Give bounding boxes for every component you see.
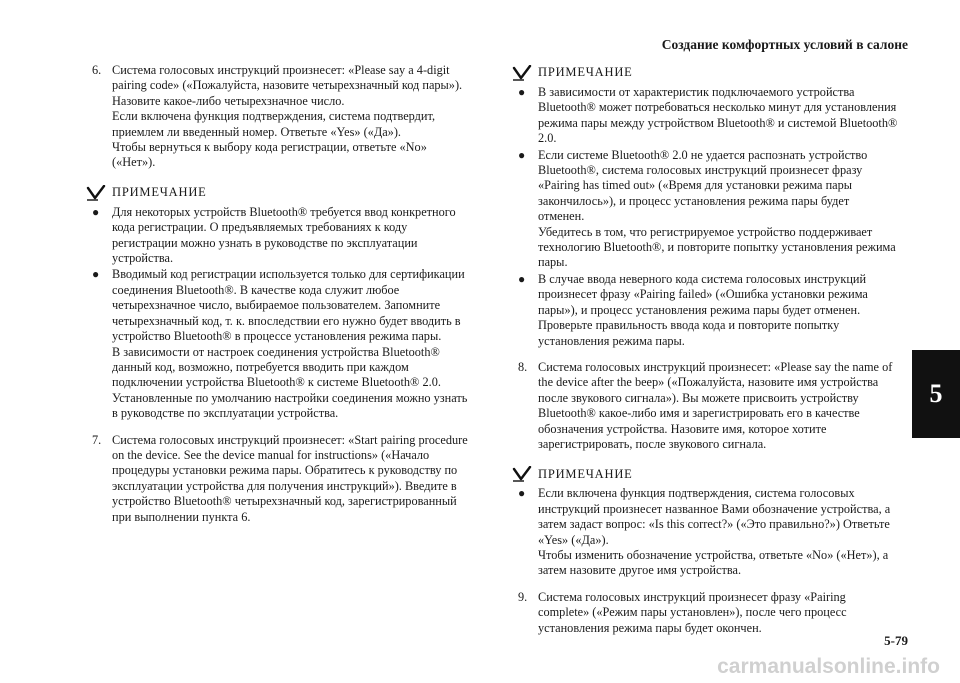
note-pen-icon — [512, 65, 532, 81]
step-8 — [518, 360, 898, 452]
watermark: carmanualsonline.info — [717, 655, 940, 678]
note-heading — [512, 466, 898, 482]
step-text: Система голосовых инструкций произнесет: «Please say the name of the device after the beep» («Пожалуйста, назовите имя устройства после звукового сигнала»). Вы можете присвоить устройству Bluetooth® какое-либо имя и зарегистрировать его в качестве обозначения устройства. Назовите имя, которое хотите зарегистрировать, после звукового сигнала. — [538, 359, 893, 451]
step-9 — [518, 590, 898, 636]
step-text: Система голосовых инструкций произнесет фразу «Pairing complete» («Режим пары установлен»), после чего процесс установления режима пары будет окончен. — [538, 589, 847, 635]
note-label: ПРИМЕЧАНИЕ — [112, 185, 207, 200]
note-text: Если включена функция подтверждения, система голосовых инструкций произнесет названное Вами обозначение устройства, а затем задаст вопрос: «Is this correct?» («Это правильно?») Ответьте «Yes» («Да»). — [538, 486, 891, 547]
note-text: В зависимости от характеристик подключаемого устройства Bluetooth® может потребоваться несколько минут для установления режима пары между устройством Bluetooth® и системой Bluetooth® 2.0. — [538, 85, 898, 146]
step-text: Система голосовых инструкций произнесет: «Please say a 4-digit pairing code» («Пожалуйста, назовите четырехзначный код пары»). Назовите какое-либо четырехзначное число. — [112, 63, 463, 108]
note-text: Чтобы изменить обозначение устройства, ответьте «No» («Нет»), а затем назовите другое имя устройства. — [538, 547, 889, 578]
step-text: Если включена функция подтверждения, система подтвердит, приемлем ли введенный номер. Ответьте «Yes» («Да»). — [112, 109, 436, 139]
note-heading — [86, 185, 472, 201]
page-header-title: Создание комфортных условий в салоне — [661, 37, 908, 52]
note-text: Если системе Bluetooth® 2.0 не удается распознать устройство Bluetooth®, система голосовых инструкций произнесет фразу «Pairing has timed out» («Время для установки режима пары закончилось»), и процесс установления режима пары будет отменен. — [538, 147, 868, 224]
bullet-icon: ● — [92, 204, 100, 219]
list-item — [518, 486, 898, 578]
step-text: Система голосовых инструкций произнесет: «Start pairing procedure on the device. See the device manual for instructions» («Начало процедуры установки режима пары. Обратитесь к руководству по эксплуатации устройства для получения инструкций»). Введите в устройство Bluetooth® четырехзначный код, зарегистрированный при выполнении пункта 6. — [112, 432, 468, 524]
list-item — [92, 267, 472, 421]
note-text: В случае ввода неверного кода система голосовых инструкций произнесет фразу «Pairing failed» («Ошибка установки режима пары»), и процесс установления режима пары будет отменен. Проверьте правильность ввода кода и повторите попытку установления режима пары. — [538, 271, 868, 348]
note-label: ПРИМЕЧАНИЕ — [538, 65, 633, 80]
note-label: ПРИМЕЧАНИЕ — [538, 466, 633, 481]
bullet-icon: ● — [518, 486, 526, 501]
bullet-icon: ● — [92, 267, 100, 282]
note-heading — [512, 65, 898, 81]
note-text: Для некоторых устройств Bluetooth® требуется ввод конкретного кода регистрации. О предъявляемых требованиях к коду регистрации можно узнать в руководстве по эксплуатации устройства. — [112, 204, 456, 266]
left-column — [92, 63, 472, 535]
list-item — [518, 272, 898, 349]
right-column — [518, 63, 898, 646]
note-pen-icon — [86, 185, 106, 201]
step-number: 6. — [92, 63, 102, 77]
bullet-icon: ● — [518, 147, 526, 162]
page-number: 5-79 — [884, 633, 908, 648]
chapter-tab: 5 — [912, 350, 960, 438]
note-text: Убедитесь в том, что регистрируемое устройство поддерживает технологию Bluetooth®, и повторите попытку установления режима пары. — [538, 224, 896, 270]
bullet-icon: ● — [518, 271, 526, 286]
list-item — [518, 148, 898, 271]
step-number: 9. — [518, 589, 528, 604]
note-pen-icon — [512, 466, 532, 482]
step-number: 8. — [518, 359, 528, 374]
list-item — [518, 85, 898, 147]
list-item — [92, 205, 472, 267]
step-7 — [92, 433, 472, 525]
step-6 — [92, 63, 472, 171]
step-number: 7. — [92, 432, 102, 447]
bullet-icon: ● — [518, 85, 526, 99]
note-text: В зависимости от настроек соединения устройства Bluetooth® данный код, возможно, потребуется вводить при каждом подключении устройства Bluetooth® к системе Bluetooth® 2.0. Установленные по умолчанию настройки соединения можно узнать в руководстве по эксплуатации устройства. — [112, 344, 468, 421]
note-text: Вводимый код регистрации используется только для сертификации соединения Bluetooth®. В качестве кода служит любое четырехзначное число, выбираемое пользователем. Запомните четырехзначный код, т. к. впоследствии его нужно будет вводить в устройство Bluetooth® в процессе установления режима пары. — [112, 267, 465, 344]
step-text: Чтобы вернуться к выбору кода регистрации, ответьте «No» («Нет»). — [112, 140, 427, 170]
